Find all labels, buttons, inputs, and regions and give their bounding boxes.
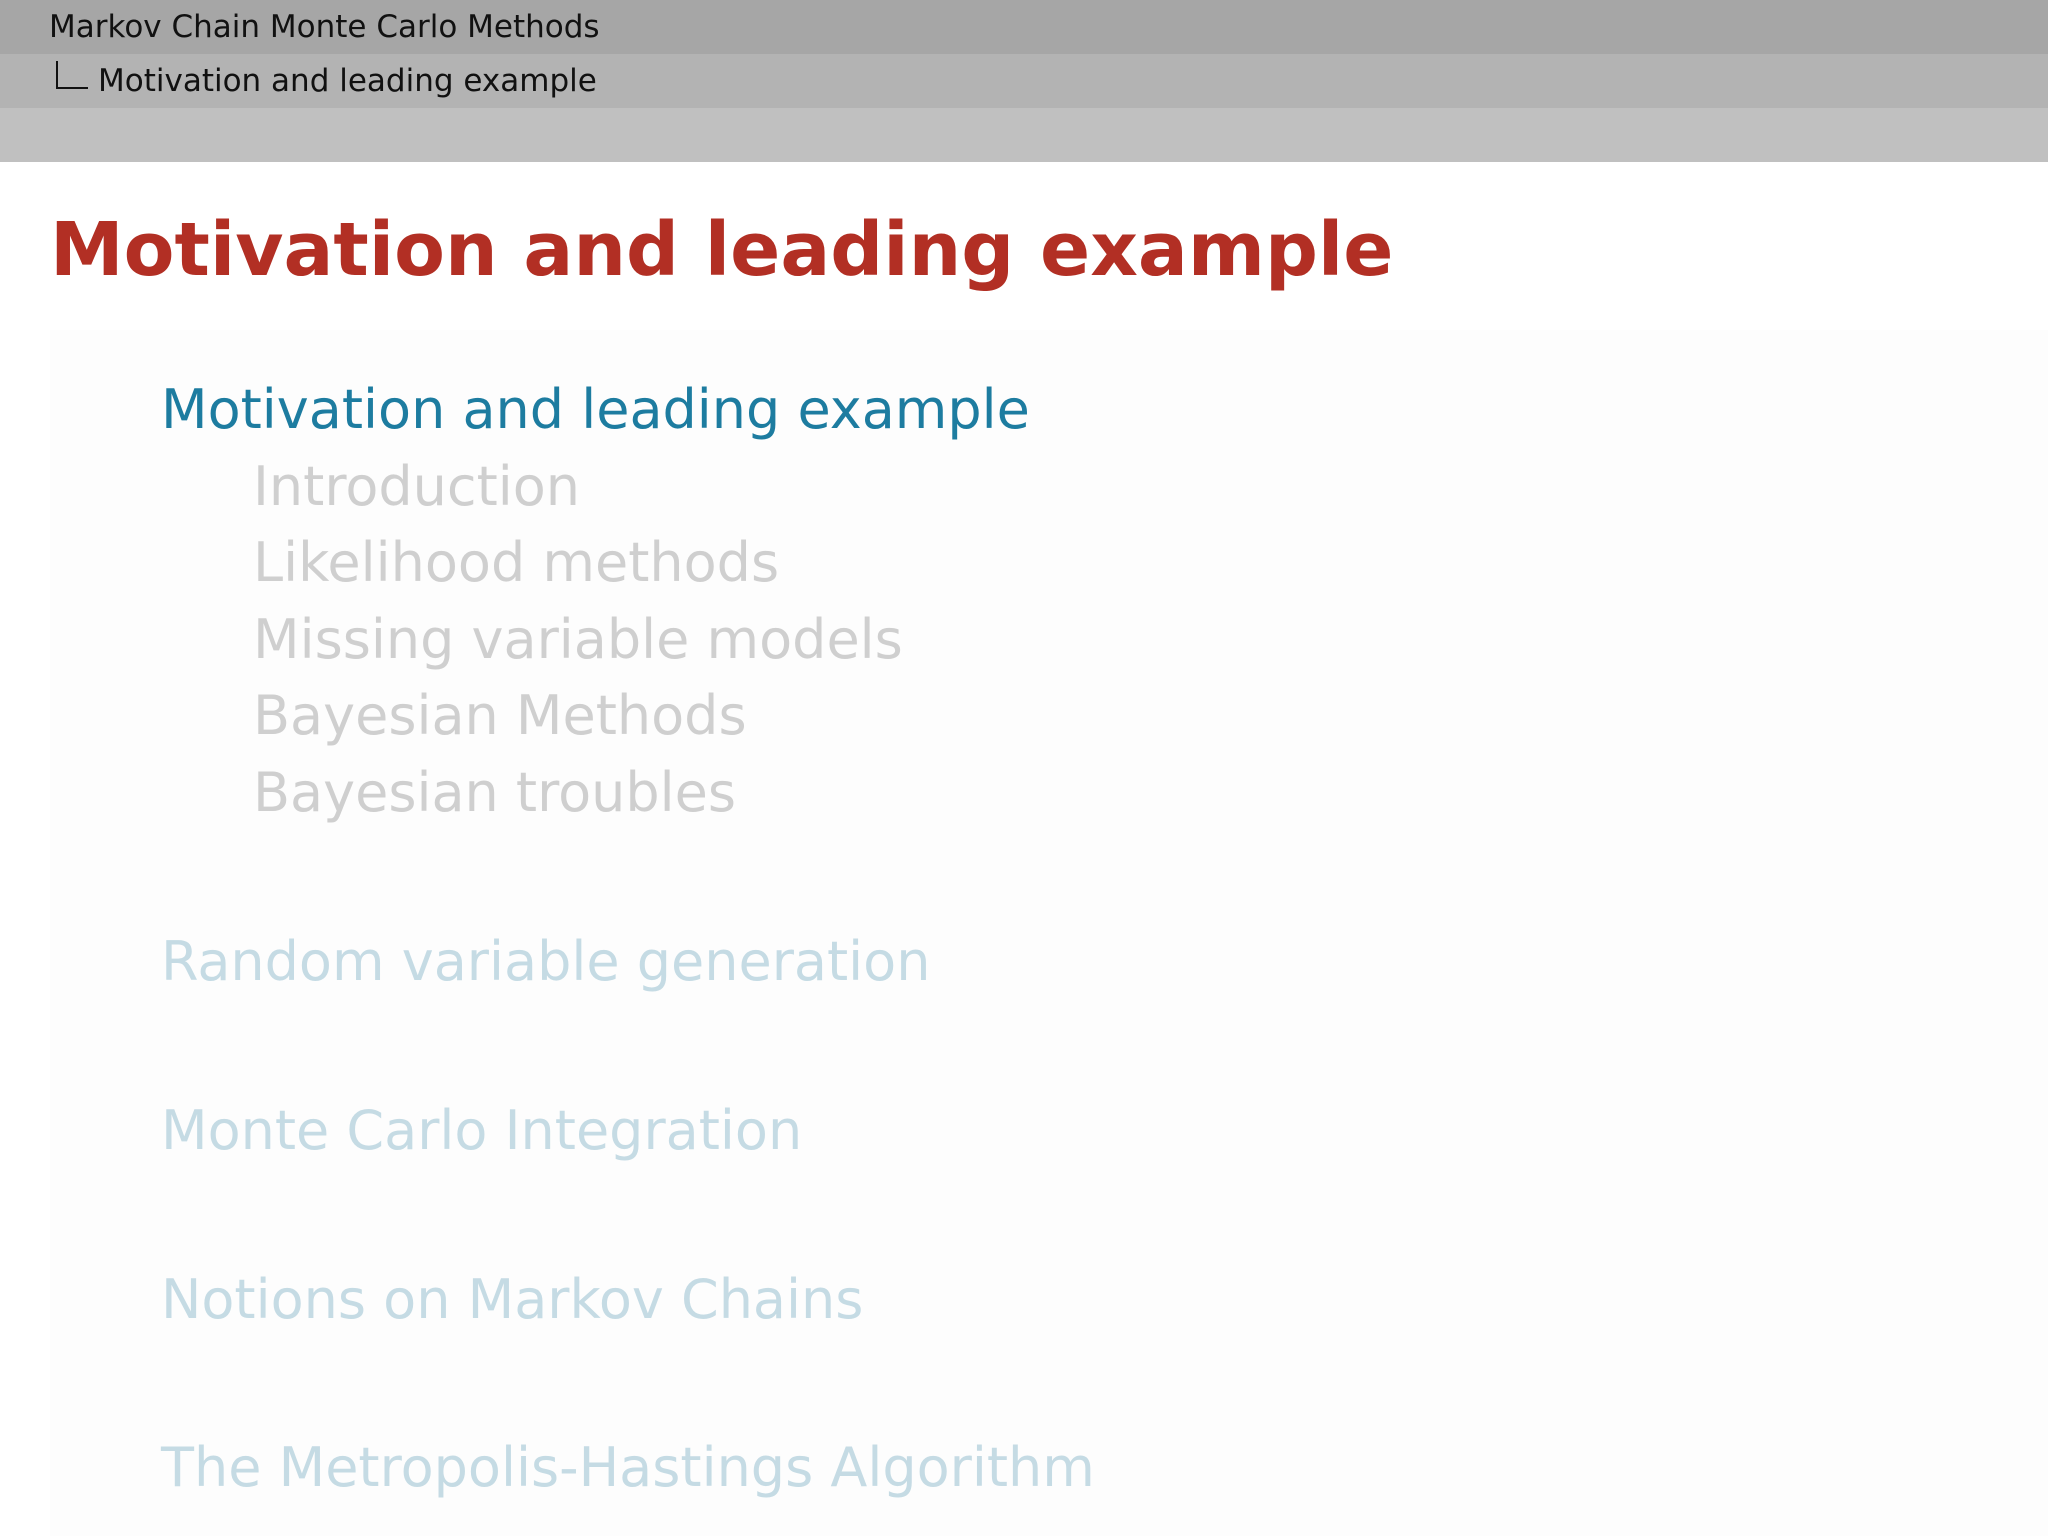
toc-subsection-missing-variable-models[interactable]: Missing variable models (253, 608, 903, 671)
toc-subsection-likelihood-methods[interactable]: Likelihood methods (253, 531, 780, 594)
header-band-bottom (0, 108, 2048, 162)
toc-section-monte-carlo-integration[interactable]: Monte Carlo Integration (161, 1099, 803, 1162)
toc-subsection-bayesian-methods[interactable]: Bayesian Methods (253, 684, 747, 747)
toc-section-notions-on-markov-chains[interactable]: Notions on Markov Chains (161, 1268, 864, 1331)
frame-title: Motivation and leading example (50, 207, 1394, 293)
tree-corner-icon (56, 61, 88, 89)
toc-subsection-bayesian-troubles[interactable]: Bayesian troubles (253, 761, 737, 824)
section-breadcrumb[interactable] (56, 54, 597, 108)
presentation-title[interactable]: Markov Chain Monte Carlo Methods (49, 9, 600, 45)
section-breadcrumb-label: Motivation and leading example (98, 63, 597, 99)
toc-section-random-variable-generation[interactable]: Random variable generation (161, 930, 931, 993)
toc-current-section[interactable]: Motivation and leading example (161, 378, 1030, 441)
toc-section-metropolis-hastings[interactable]: The Metropolis-Hastings Algorithm (161, 1436, 1095, 1499)
toc-subsection-introduction[interactable]: Introduction (253, 455, 581, 518)
